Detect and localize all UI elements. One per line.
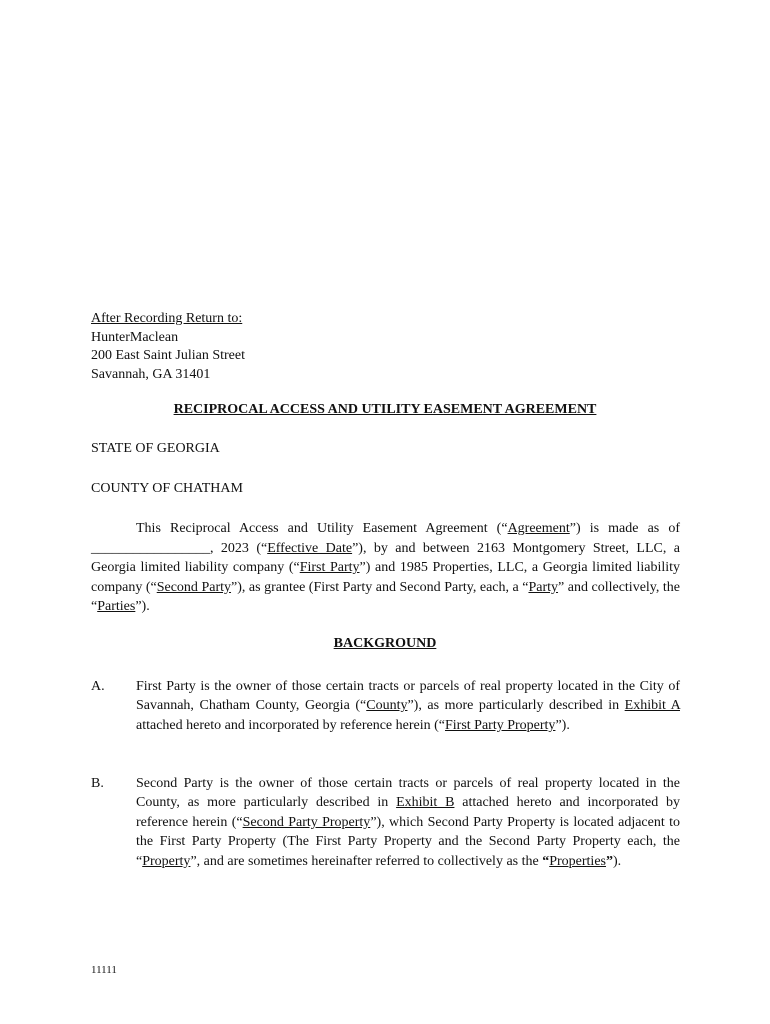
- recording-return-block: [91, 310, 245, 384]
- recital-text: First Party is the owner of those certain tracts or parcels of real property located in the City of Savannah, Chatham County, Georgia (“: [136, 679, 680, 714]
- recital-text: attached hereto and incorporated by reference herein (“: [136, 717, 445, 733]
- defined-term-first-party-property: First Party Property: [444, 717, 556, 733]
- intro-text: ”) is made as of _________________, 2023 (“: [91, 521, 681, 556]
- state-caption: STATE OF GEORGIA: [91, 441, 220, 456]
- county-caption: COUNTY OF CHATHAM: [91, 481, 243, 496]
- recital-text: attached hereto and incorporated by reference herein (“: [136, 795, 680, 830]
- defined-term-properties: Properties: [549, 853, 606, 869]
- background-heading: BACKGROUND: [333, 636, 437, 651]
- intro-text: ”).: [135, 599, 150, 615]
- exhibit-b-reference: Exhibit B: [396, 795, 455, 811]
- defined-term-party: Party: [528, 579, 559, 595]
- defined-term-second-party-property: Second Party Property: [242, 814, 371, 830]
- exhibit-a-reference: Exhibit A: [624, 698, 680, 714]
- return-heading: After Recording Return to:: [91, 311, 243, 326]
- defined-term-property: Property: [142, 853, 191, 869]
- footer-document-number: 11111: [91, 964, 117, 976]
- document-title: RECIPROCAL ACCESS AND UTILITY EASEMENT AGREEMENT: [173, 402, 597, 417]
- recital-text: Second Party is the owner of those certain tracts or parcels of real property located in the County, as more particularly described in: [136, 776, 680, 811]
- bold-quote: ”: [605, 853, 613, 869]
- recital-marker: A.: [91, 679, 105, 694]
- defined-term-effective-date: Effective Date: [267, 540, 353, 556]
- recital-b: [91, 774, 680, 871]
- recital-text: ).: [612, 853, 622, 869]
- defined-term-parties: Parties: [97, 599, 136, 615]
- bold-quote: “: [542, 853, 550, 869]
- intro-text: ”), by and between 2163 Montgomery Street, LLC, a Georgia limited liability company (“: [91, 540, 680, 576]
- defined-term-first-party: First Party: [299, 560, 360, 576]
- recital-a: [91, 677, 680, 735]
- intro-text: ”) and 1985 Properties, LLC, a Georgia limited liability company (“: [91, 560, 681, 595]
- intro-text: ” and collectively, the “: [91, 579, 681, 615]
- defined-term-agreement: Agreement: [507, 521, 570, 536]
- intro-text: ”), as grantee (First Party and Second Party, each, a “: [231, 579, 529, 595]
- defined-term-county: County: [366, 698, 408, 714]
- recital-marker: B.: [91, 776, 104, 791]
- recital-body: [136, 677, 680, 735]
- defined-term-second-party: Second Party: [156, 579, 232, 595]
- return-line-street: 200 East Saint Julian Street: [91, 348, 245, 363]
- recital-text: ”), as more particularly described in: [407, 698, 625, 714]
- recital-body: [136, 774, 680, 871]
- intro-paragraph: [91, 519, 680, 617]
- return-line-firm: HunterMaclean: [91, 329, 179, 345]
- recital-text: ”, and are sometimes hereinafter referred to collectively as the: [190, 853, 543, 869]
- recital-text: ”).: [555, 717, 570, 733]
- intro-text: This Reciprocal Access and Utility Easement Agreement (“: [136, 521, 508, 536]
- return-line-city: Savannah, GA 31401: [91, 366, 211, 382]
- recital-text: ”), which Second Party Property is located adjacent to the First Party Property (The First Party Property and the Second Party Property each, the “: [136, 814, 680, 869]
